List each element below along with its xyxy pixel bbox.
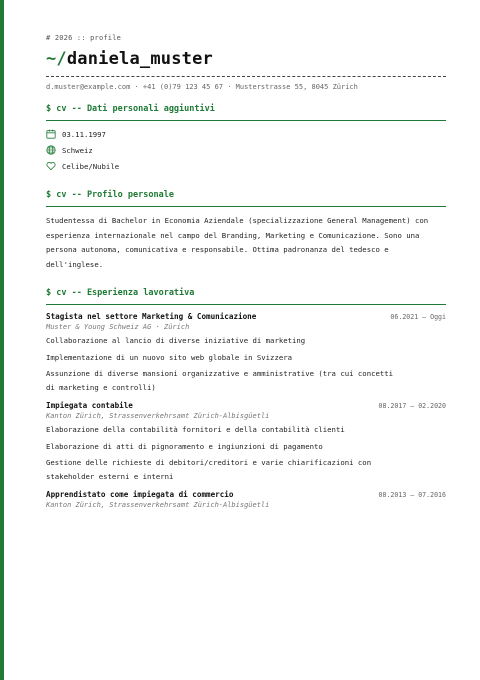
- job-entry: [46, 490, 446, 509]
- profile-paragraph: Studentessa di Bachelor in Economia Aziendale (specializzazione General Management) con esperienza internazionale nel campo del Branding, Marketing e Comunicazione. Sono una persona autonoma, comunicativa e responsabile. Ottima padronanza del tedesco e dell'inglese.: [46, 216, 429, 269]
- name-prefix: ~/: [46, 49, 67, 69]
- job-title: Apprendistato come impiegata di commercio: [46, 490, 234, 499]
- job-organization: Kanton Zürich, Strassenverkehrsamt Zürich-Albisgüetli: [46, 412, 270, 420]
- section-title-personal: $ cv -- Dati personali aggiuntivi: [46, 104, 446, 121]
- job-entry: [46, 401, 446, 483]
- page-title: [46, 49, 446, 69]
- heart-icon: [46, 161, 56, 171]
- name-text: daniela_muster: [66, 49, 213, 69]
- job-title: Stagista nel settore Marketing & Comunicazione: [46, 312, 257, 321]
- calendar-icon: [46, 129, 56, 139]
- job-bullet: Collaborazione al lancio di diverse iniziative di marketing: [46, 336, 306, 345]
- job-entry: [46, 312, 446, 394]
- info-text-civil-status: Celibe/Nubile: [62, 161, 120, 171]
- globe-icon: [46, 145, 56, 155]
- job-organization: Muster & Young Schweiz AG · Zürich: [46, 323, 190, 331]
- info-row-civil-status: [46, 158, 446, 174]
- section-title-profile: $ cv -- Profilo personale: [46, 190, 446, 207]
- job-title: Impiegata contabile: [46, 401, 133, 410]
- header-kicker: # 2026 :: profile: [46, 34, 122, 42]
- job-date: 06.2021 – Oggi: [390, 313, 446, 321]
- job-bullet: Implementazione di un nuovo sito web globale in Svizzera: [46, 352, 293, 362]
- job-header: [46, 312, 446, 321]
- job-header: [46, 401, 446, 410]
- header-divider: [46, 76, 446, 77]
- info-text-nationality: Schweiz: [62, 145, 93, 155]
- job-date: 08.2013 – 07.2016: [378, 491, 446, 499]
- job-bullet: Gestione delle richieste di debitori/creditori e varie chiarificazioni con stakeholder esterni e interni: [46, 458, 372, 481]
- info-row-nationality: [46, 142, 446, 158]
- job-header: [46, 490, 446, 499]
- job-bullets: [46, 423, 446, 483]
- info-row-birthdate: [46, 126, 446, 142]
- job-bullets: [46, 334, 446, 394]
- personal-info-list: [46, 126, 446, 174]
- job-bullet: Assunzione di diverse mansioni organizzative e amministrative (tra cui concetti di marketing e controlli): [46, 369, 394, 392]
- section-title-experience: $ cv -- Esperienza lavorativa: [46, 288, 446, 305]
- job-bullet: Elaborazione della contabilità fornitori e della contabilità clienti: [46, 425, 345, 434]
- info-text-birthdate: 03.11.1997: [62, 129, 106, 139]
- contact-line: d.muster@example.com · +41 (0)79 123 45 67 · Musterstrasse 55, 8045 Zürich: [46, 83, 358, 91]
- job-organization: Kanton Zürich, Strassenverkehrsamt Zürich-Albisgüetli: [46, 501, 270, 509]
- job-date: 08.2017 – 02.2020: [378, 402, 446, 410]
- job-bullet: Elaborazione di atti di pignoramento e ingiunzioni di pagamento: [46, 441, 323, 451]
